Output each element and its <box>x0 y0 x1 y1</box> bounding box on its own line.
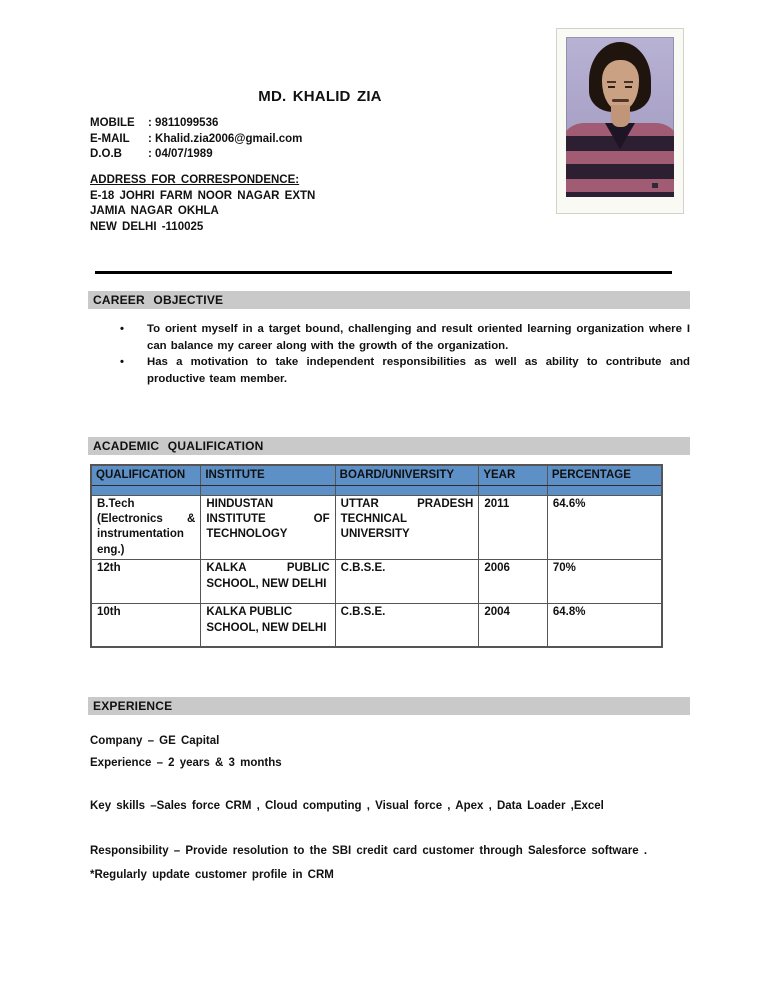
section-heading-career-objective: CAREER OBJECTIVE <box>88 291 690 309</box>
address-block <box>90 173 315 235</box>
table-header-board-university: BOARD/UNIVERSITY <box>335 465 479 485</box>
contact-value-dob: 04/07/1989 <box>155 148 213 161</box>
table-cell-board: UTTAR PRADESH TECHNICAL UNIVERSITY <box>335 495 479 560</box>
photo-eye-shape <box>625 86 632 88</box>
address-line: JAMIA NAGAR OKHLA <box>90 205 219 218</box>
table-cell-qualification: B.Tech (Electronics & instrumentation eng.) <box>91 495 201 560</box>
contact-row-mobile <box>90 116 302 132</box>
photo-corner-mark <box>652 183 658 188</box>
photo-eyebrow-shape <box>624 81 633 83</box>
table-cell-qualification: 12th <box>91 560 201 604</box>
address-line: NEW DELHI -110025 <box>90 220 204 233</box>
table-cell-percentage: 64.6% <box>547 495 662 560</box>
contact-label: D.O.B <box>90 148 122 161</box>
table-cell-board: C.B.S.E. <box>335 560 479 604</box>
experience-company-line: Company – GE Capital <box>90 735 220 747</box>
table-cell-institute: KALKA PUBLIC SCHOOL, NEW DELHI <box>201 560 335 604</box>
experience-duration-line: Experience – 2 years & 3 months <box>90 757 282 769</box>
contact-row-email <box>90 132 302 148</box>
section-heading-experience: EXPERIENCE <box>88 697 690 715</box>
bullet-marker: • <box>120 323 124 335</box>
address-line: E-18 JOHRI FARM NOOR NAGAR EXTN <box>90 189 316 202</box>
photo-neck-shape <box>611 105 630 127</box>
table-header-institute: INSTITUTE <box>201 465 335 485</box>
bullet-marker: • <box>120 356 124 369</box>
table-header-year: YEAR <box>479 465 548 485</box>
photo-mustache-shape <box>612 99 629 102</box>
table-cell-year: 2006 <box>479 560 548 604</box>
profile-photo-image <box>566 37 674 197</box>
table-cell-institute: KALKA PUBLIC SCHOOL, NEW DELHI <box>201 604 335 647</box>
table-cell-institute: HINDUSTAN INSTITUTE OF TECHNOLOGY <box>201 495 335 560</box>
photo-eye-shape <box>608 86 615 88</box>
section-heading-academic-qualification: ACADEMIC QUALIFICATION <box>88 437 690 455</box>
experience-keyskills-line: Key skills –Sales force CRM , Cloud computing , Visual force , Apex , Data Loader ,Excel <box>90 800 604 812</box>
candidate-name: MD. KHALID ZIA <box>258 88 382 105</box>
list-item <box>120 354 690 387</box>
contact-value-email: Khalid.zia2006@gmail.com <box>155 132 303 145</box>
contact-separator: : <box>148 148 152 161</box>
profile-photo <box>556 28 684 214</box>
contact-value-mobile: 9811099536 <box>155 117 219 129</box>
table-cell-percentage: 70% <box>547 560 662 604</box>
qualification-table <box>90 464 663 648</box>
bullet-text: Has a motivation to take independent responsibilities as well as ability to contribute and productive team member. <box>147 356 690 385</box>
table-header-subrow <box>91 485 662 495</box>
table-header-qualification: QUALIFICATION <box>91 465 201 485</box>
experience-responsibility-line: Responsibility – Provide resolution to the SBI credit card customer through Salesforce software . <box>90 845 648 857</box>
contact-row-dob <box>90 147 302 163</box>
table-cell-percentage: 64.8% <box>547 604 662 647</box>
contact-separator: : <box>148 132 152 145</box>
table-cell-year: 2011 <box>479 495 548 560</box>
table-row <box>91 560 662 604</box>
experience-note-line: *Regularly update customer profile in CRM <box>90 869 334 881</box>
table-cell-year: 2004 <box>479 604 548 647</box>
list-item <box>120 321 690 354</box>
table-header-row <box>91 465 662 485</box>
table-header-percentage: PERCENTAGE <box>547 465 662 485</box>
career-objective-list <box>120 321 690 387</box>
photo-eyebrow-shape <box>607 81 616 83</box>
table-row <box>91 604 662 647</box>
table-cell-qualification: 10th <box>91 604 201 647</box>
contact-block <box>90 116 302 163</box>
contact-separator: : <box>148 117 152 129</box>
contact-label: E-MAIL <box>90 132 130 145</box>
section-divider <box>95 271 672 274</box>
bullet-text: To orient myself in a target bound, challenging and result oriented learning organization where I can balance my career along with the growth of the organization. <box>147 323 690 352</box>
table-row <box>91 495 662 560</box>
contact-label: MOBILE <box>90 117 135 129</box>
table-cell-board: C.B.S.E. <box>335 604 479 647</box>
address-heading: ADDRESS FOR CORRESPONDENCE: <box>90 174 300 186</box>
